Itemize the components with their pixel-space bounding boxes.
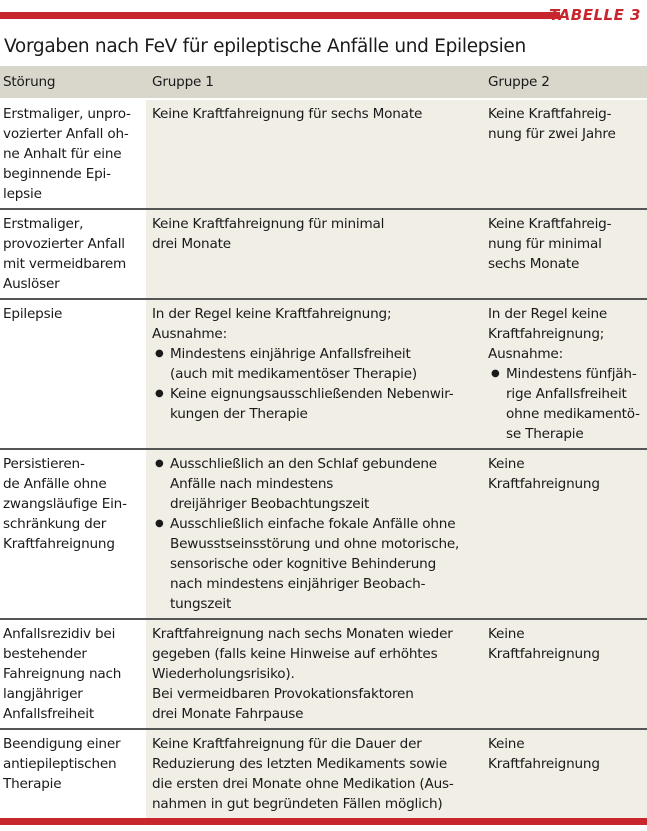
cell-gruppe-2 [482,299,647,449]
cell-line: Keine Kraftfahreig- [488,106,612,122]
cell-gruppe-2 [482,99,647,209]
cell-line: Ausnahme: [488,346,563,362]
cell-line: Kraftfahreignung nach sechs Monaten wieder [152,626,453,642]
cell-stoerung [0,449,146,619]
cell-line: nung für zwei Jahre [488,126,616,142]
table-row [0,449,647,619]
cell-line: ne Anhalt für eine [3,146,122,162]
cell-line: beginnende Epi- [3,166,111,182]
cell-line: drei Monate Fahrpause [152,706,304,722]
cell-gruppe-2 [482,729,647,819]
cell-line: bestehender [3,646,87,662]
cell-line: nahmen in gut begründeten Fällen möglich) [152,796,443,812]
table-row [0,299,647,449]
cell-line: In der Regel keine Kraftfahreignung; [152,306,392,322]
cell-line: Auslöser [3,276,60,292]
bullet-text-continued: nach mindestens einjähriger Beobach- [170,576,426,592]
cell-line: Kraftfahreignung [488,476,600,492]
cell-line: Erstmaliger, [3,216,84,232]
cell-line: Kraftfahreignung; [488,326,605,342]
bullet-item [152,384,478,404]
bullet-text-continued: rige Anfallsfreiheit [506,386,627,402]
table-body [0,99,647,819]
cell-line: Keine Kraftfahreignung für minimal [152,216,385,232]
bullet-item [488,364,643,384]
bullet-text-continued: kungen der Therapie [170,406,308,422]
bullet-dot-icon: ● [491,368,500,379]
cell-line: lepsie [3,186,42,202]
cell-line: Kraftfahreignung [488,646,600,662]
cell-line: de Anfälle ohne [3,476,107,492]
cell-gruppe-2 [482,209,647,299]
cell-stoerung [0,729,146,819]
cell-stoerung [0,619,146,729]
header-row [0,66,647,99]
cell-gruppe-1 [146,99,482,209]
cell-line: schränkung der [3,516,107,532]
cell-line: die ersten drei Monate ohne Medikation (Aus- [152,776,454,792]
bullet-item [152,344,478,364]
cell-stoerung [0,299,146,449]
cell-line: Epilepsie [3,306,63,322]
top-accent-bar [0,12,560,19]
table-row [0,729,647,819]
cell-line: sechs Monate [488,256,580,272]
cell-gruppe-1 [146,619,482,729]
cell-gruppe-1 [146,449,482,619]
bullet-text: Keine eignungsausschließenden Nebenwir- [170,386,454,402]
cell-line: Kraftfahreignung [488,756,600,772]
bullet-text-continued: Bewusstseinsstörung und ohne motorische, [170,536,460,552]
cell-stoerung [0,209,146,299]
cell-line: Reduzierung des letzten Medikaments sowie [152,756,447,772]
header-gruppe-2: Gruppe 2 [482,66,647,99]
cell-line: vozierter Anfall oh- [3,126,129,142]
table-row [0,619,647,729]
table-row [0,209,647,299]
bullet-text-continued: dreijähriger Beobachtungszeit [170,496,370,512]
bullet-text-continued: sensorische oder kognitive Behinderung [170,556,437,572]
bullet-dot-icon: ● [155,388,164,399]
bullet-dot-icon: ● [155,458,164,469]
bullet-text-continued: tungszeit [170,596,232,612]
bullet-text-continued: (auch mit medikamentöser Therapie) [170,366,418,382]
cell-line: Anfallsfreiheit [3,706,94,722]
cell-gruppe-1 [146,299,482,449]
cell-line: Keine Kraftfahreig- [488,216,612,232]
cell-stoerung [0,99,146,209]
cell-line: Fahreignung nach [3,666,122,682]
bullet-dot-icon: ● [155,518,164,529]
cell-line: Keine Kraftfahreignung für die Dauer der [152,736,422,752]
table-title: Vorgaben nach FeV für epileptische Anfälle und Epilepsien [4,36,526,57]
fev-table [0,66,647,820]
cell-line: provozierter Anfall [3,236,125,252]
cell-gruppe-2 [482,619,647,729]
cell-gruppe-2 [482,449,647,619]
cell-line: Keine Kraftfahreignung für sechs Monate [152,106,423,122]
bullet-item [152,514,478,534]
cell-line: Keine [488,736,525,752]
cell-line: Persistieren- [3,456,85,472]
cell-gruppe-1 [146,209,482,299]
cell-line: Bei vermeidbaren Provokationsfaktoren [152,686,414,702]
cell-line: Therapie [3,776,62,792]
cell-line: zwangsläufige Ein- [3,496,127,512]
cell-line: Keine [488,626,525,642]
cell-line: langjähriger [3,686,83,702]
header-stoerung: Störung [0,66,146,99]
cell-line: antiepileptischen [3,756,117,772]
cell-line: Beendigung einer [3,736,121,752]
bullet-item [152,454,478,474]
bullet-text-continued: Anfälle nach mindestens [170,476,334,492]
table-row [0,99,647,209]
bullet-text: Ausschließlich an den Schlaf gebundene [170,456,437,472]
cell-gruppe-1 [146,729,482,819]
bullet-text: Ausschließlich einfache fokale Anfälle ohne [170,516,456,532]
bullet-text: Mindestens fünfjäh- [506,366,637,382]
cell-line: In der Regel keine [488,306,608,322]
cell-line: Erstmaliger, unpro- [3,106,131,122]
bullet-text-continued: se Therapie [506,426,584,442]
header-gruppe-1: Gruppe 1 [146,66,482,99]
bullet-text: Mindestens einjährige Anfallsfreiheit [170,346,411,362]
table-number-tag: TABELLE 3 [549,6,641,24]
bottom-accent-bar [0,818,647,825]
bullet-text-continued: ohne medikamentö- [506,406,640,422]
cell-line: Anfallsrezidiv bei [3,626,116,642]
cell-line: mit vermeidbarem [3,256,127,272]
cell-line: drei Monate [152,236,231,252]
cell-line: Wiederholungsrisiko). [152,666,295,682]
cell-line: Ausnahme: [152,326,227,342]
cell-line: nung für minimal [488,236,602,252]
bullet-dot-icon: ● [155,348,164,359]
cell-line: Keine [488,456,525,472]
cell-line: gegeben (falls keine Hinweise auf erhöhtes [152,646,438,662]
cell-line: Kraftfahreignung [3,536,115,552]
